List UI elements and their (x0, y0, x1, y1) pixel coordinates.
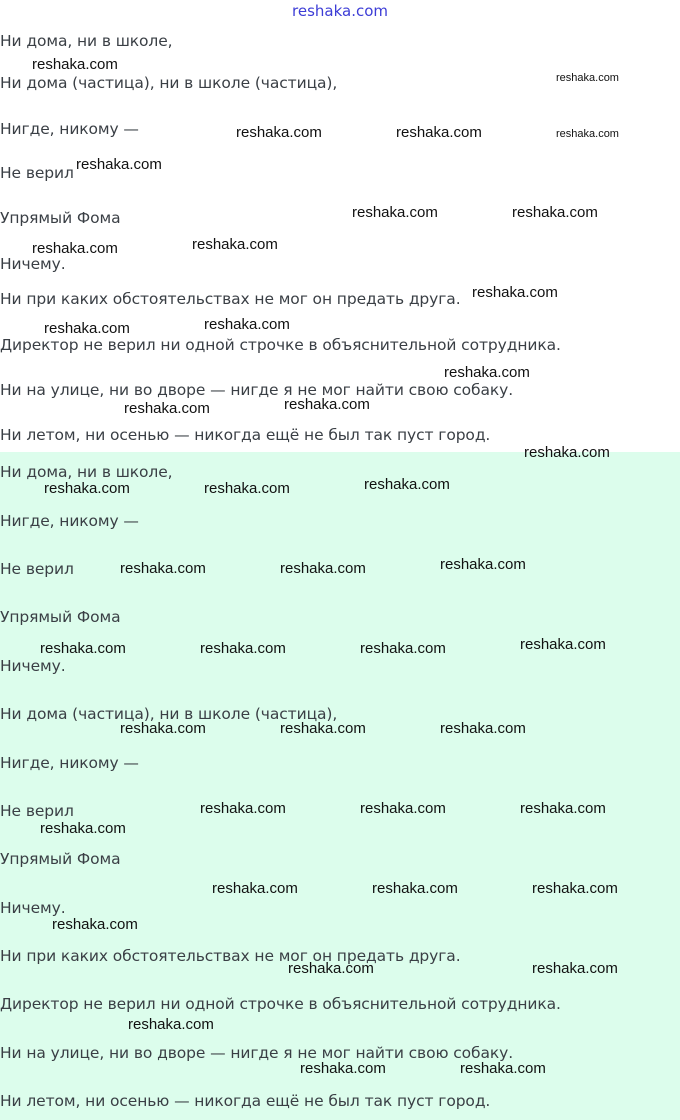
watermark: reshaka.com (532, 960, 618, 977)
answer-line: Ни дома (частица), ни в школе (частица), (0, 705, 338, 723)
watermark: reshaka.com (280, 560, 366, 577)
answer-line: Не верил (0, 802, 74, 820)
watermark: reshaka.com (236, 124, 322, 141)
site-header-link[interactable]: reshaka.com (292, 2, 388, 20)
watermark: reshaka.com (360, 640, 446, 657)
text-line: Ни при каких обстоятельствах не мог он предать друга. (0, 290, 461, 308)
watermark: reshaka.com (200, 640, 286, 657)
answer-line: Не верил (0, 560, 74, 578)
watermark: reshaka.com (520, 636, 606, 653)
watermark: reshaka.com (44, 320, 130, 337)
watermark: reshaka.com (124, 400, 210, 417)
text-line: Ни дома, ни в школе, (0, 32, 173, 50)
watermark: reshaka.com (364, 476, 450, 493)
watermark: reshaka.com (40, 820, 126, 837)
watermark: reshaka.com (32, 56, 118, 73)
watermark: reshaka.com (120, 560, 206, 577)
watermark: reshaka.com (128, 1016, 214, 1033)
watermark: reshaka.com (532, 880, 618, 897)
watermark: reshaka.com (444, 364, 530, 381)
watermark: reshaka.com (280, 720, 366, 737)
watermark: reshaka.com (300, 1060, 386, 1077)
watermark: reshaka.com (204, 316, 290, 333)
watermark: reshaka.com (512, 204, 598, 221)
watermark: reshaka.com (396, 124, 482, 141)
answer-line: Ни летом, ни осенью — никогда ещё не был так пуст город. (0, 1092, 491, 1110)
answer-line: Нигде, никому — (0, 754, 139, 772)
watermark: reshaka.com (32, 240, 118, 257)
watermark: reshaka.com (76, 156, 162, 173)
watermark: reshaka.com (524, 444, 610, 461)
answer-line: Директор не верил ни одной строчке в объяснительной сотрудника. (0, 995, 561, 1013)
watermark: reshaka.com (52, 916, 138, 933)
watermark: reshaka.com (556, 72, 619, 84)
answer-line: Ни на улице, ни во дворе — нигде я не мог найти свою собаку. (0, 1044, 514, 1062)
watermark: reshaka.com (472, 284, 558, 301)
watermark: reshaka.com (352, 204, 438, 221)
watermark: reshaka.com (372, 880, 458, 897)
text-line: Ни дома (частица), ни в школе (частица), (0, 74, 338, 92)
watermark: reshaka.com (288, 960, 374, 977)
text-line: Директор не верил ни одной строчке в объяснительной сотрудника. (0, 336, 561, 354)
watermark: reshaka.com (212, 880, 298, 897)
text-line: Не верил (0, 164, 74, 182)
text-line: Ничему. (0, 255, 66, 273)
answer-line: Ни дома, ни в школе, (0, 463, 173, 481)
watermark: reshaka.com (200, 800, 286, 817)
answer-line: Ничему. (0, 657, 66, 675)
watermark: reshaka.com (192, 236, 278, 253)
text-line: Ни летом, ни осенью — никогда ещё не был так пуст город. (0, 426, 491, 444)
text-line: Нигде, никому — (0, 120, 139, 138)
watermark: reshaka.com (360, 800, 446, 817)
watermark: reshaka.com (440, 720, 526, 737)
answer-line: Нигде, никому — (0, 512, 139, 530)
answer-line: Упрямый Фома (0, 850, 121, 868)
watermark: reshaka.com (120, 720, 206, 737)
answer-highlight-block (0, 452, 680, 1120)
watermark: reshaka.com (460, 1060, 546, 1077)
watermark: reshaka.com (520, 800, 606, 817)
answer-line: Ни при каких обстоятельствах не мог он предать друга. (0, 947, 461, 965)
watermark: reshaka.com (440, 556, 526, 573)
watermark: reshaka.com (556, 128, 619, 140)
watermark: reshaka.com (284, 396, 370, 413)
answer-line: Ничему. (0, 899, 66, 917)
text-line: Упрямый Фома (0, 209, 121, 227)
watermark: reshaka.com (44, 480, 130, 497)
answer-line: Упрямый Фома (0, 608, 121, 626)
text-line: Ни на улице, ни во дворе — нигде я не мог найти свою собаку. (0, 381, 514, 399)
watermark: reshaka.com (40, 640, 126, 657)
watermark: reshaka.com (204, 480, 290, 497)
